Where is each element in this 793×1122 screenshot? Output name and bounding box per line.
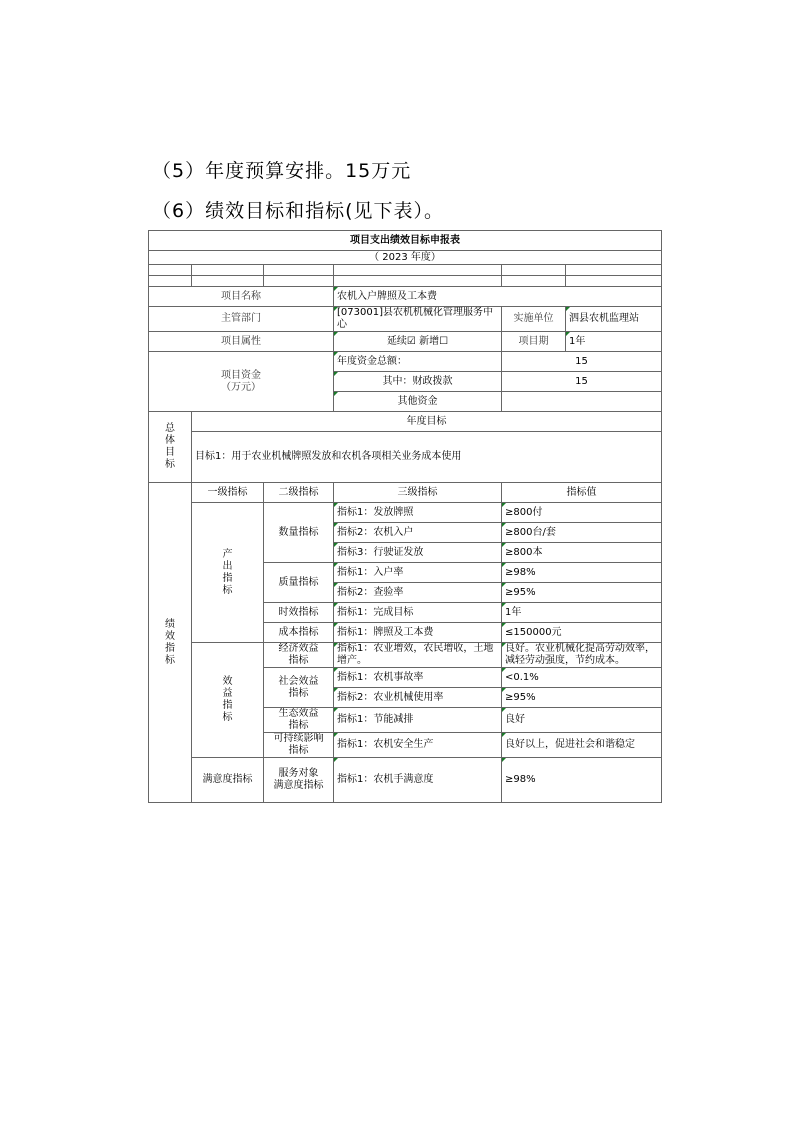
annual-total-value: 15 [502, 352, 662, 372]
indicator-row: 指标1：农机安全生产 [334, 733, 502, 758]
eco-indicator-label: 生态效益 指标 [264, 708, 334, 733]
indicator-row: 指标1：农机手满意度 [334, 758, 502, 803]
other-funds-value [502, 392, 662, 412]
benefit-indicator-label: 效 益 指 标 [192, 643, 264, 758]
indicator-value: 良好以上，促进社会和谐稳定 [502, 733, 662, 758]
indicator-value: ≥98% [502, 758, 662, 803]
goal-text: 目标1：用于农业机械牌照发放和农机各项相关业务成本使用 [192, 432, 662, 483]
indicator-row: 指标2：农业机械使用率 [334, 688, 502, 708]
period-label: 项目期 [502, 332, 566, 352]
budget-paragraph: （5）年度预算安排。15万元 [152, 160, 412, 182]
indicator-row: 指标1：完成目标 [334, 603, 502, 623]
indicator-value: 1年 [502, 603, 662, 623]
indicator-value: ≥95% [502, 583, 662, 603]
dept-label: 主管部门 [149, 307, 334, 332]
indicator-row: 指标1：农机事故率 [334, 668, 502, 688]
header-level2: 二级指标 [264, 483, 334, 503]
overall-goal-label: 总 体 目 标 [149, 412, 192, 483]
impl-unit-value: 泗县农机监理站 [566, 307, 662, 332]
indicator-value: 良好。农业机械化提高劳动效率，减轻劳动强度，节约成本。 [502, 643, 662, 668]
impl-unit-label: 实施单位 [502, 307, 566, 332]
indicator-value: ≥800本 [502, 543, 662, 563]
perf-indicator-label: 绩 效 指 标 [149, 483, 192, 803]
indicator-value: 良好 [502, 708, 662, 733]
year-line: （ 2023 年度） [149, 251, 662, 265]
indicator-value: ≥800台/套 [502, 523, 662, 543]
fiscal-value: 15 [502, 372, 662, 392]
timeliness-indicator-label: 时效指标 [264, 603, 334, 623]
indicator-row: 指标1：发放牌照 [334, 503, 502, 523]
indicator-value: ≥95% [502, 688, 662, 708]
header-level3: 三级指标 [334, 483, 502, 503]
indicator-row: 指标1：牌照及工本费 [334, 623, 502, 643]
project-name-value: 农机入户牌照及工本费 [334, 287, 662, 307]
indicator-row: 指标1：入户率 [334, 563, 502, 583]
satisfaction-indicator-label: 满意度指标 [192, 758, 264, 803]
economic-indicator-label: 经济效益 指标 [264, 643, 334, 668]
goals-paragraph: （6）绩效目标和指标(见下表）。 [152, 200, 445, 222]
indicator-row: 指标3：行驶证发放 [334, 543, 502, 563]
indicator-value: ≥800付 [502, 503, 662, 523]
indicator-value: ≤150000元 [502, 623, 662, 643]
funds-label: 项目资金 （万元） [149, 352, 334, 412]
performance-target-table [148, 230, 662, 803]
indicator-row: 指标1：节能减排 [334, 708, 502, 733]
annual-goal-header: 年度目标 [192, 412, 662, 432]
header-value: 指标值 [502, 483, 662, 503]
indicator-value: ≥98% [502, 563, 662, 583]
attr-value: 延续☑ 新增☐ [334, 332, 502, 352]
indicator-row: 指标1：农业增效，农民增收，土地增产。 [334, 643, 502, 668]
header-level1: 一级指标 [192, 483, 264, 503]
other-funds-label: 其他资金 [334, 392, 502, 412]
attr-label: 项目属性 [149, 332, 334, 352]
annual-total-label: 年度资金总额： [334, 352, 502, 372]
quality-indicator-label: 质量指标 [264, 563, 334, 603]
cost-indicator-label: 成本指标 [264, 623, 334, 643]
indicator-value: <0.1% [502, 668, 662, 688]
fiscal-label: 其中：财政拨款 [334, 372, 502, 392]
table-title: 项目支出绩效目标申报表 [149, 231, 662, 251]
quantity-indicator-label: 数量指标 [264, 503, 334, 563]
period-value: 1年 [566, 332, 662, 352]
indicator-row: 指标2：查验率 [334, 583, 502, 603]
dept-value: [073001]县农机机械化管理服务中心 [334, 307, 502, 332]
service-indicator-label: 服务对象 满意度指标 [264, 758, 334, 803]
project-name-label: 项目名称 [149, 287, 334, 307]
indicator-row: 指标2：农机入户 [334, 523, 502, 543]
output-indicator-label: 产 出 指 标 [192, 503, 264, 643]
social-indicator-label: 社会效益 指标 [264, 668, 334, 708]
sustain-indicator-label: 可持续影响 指标 [264, 733, 334, 758]
